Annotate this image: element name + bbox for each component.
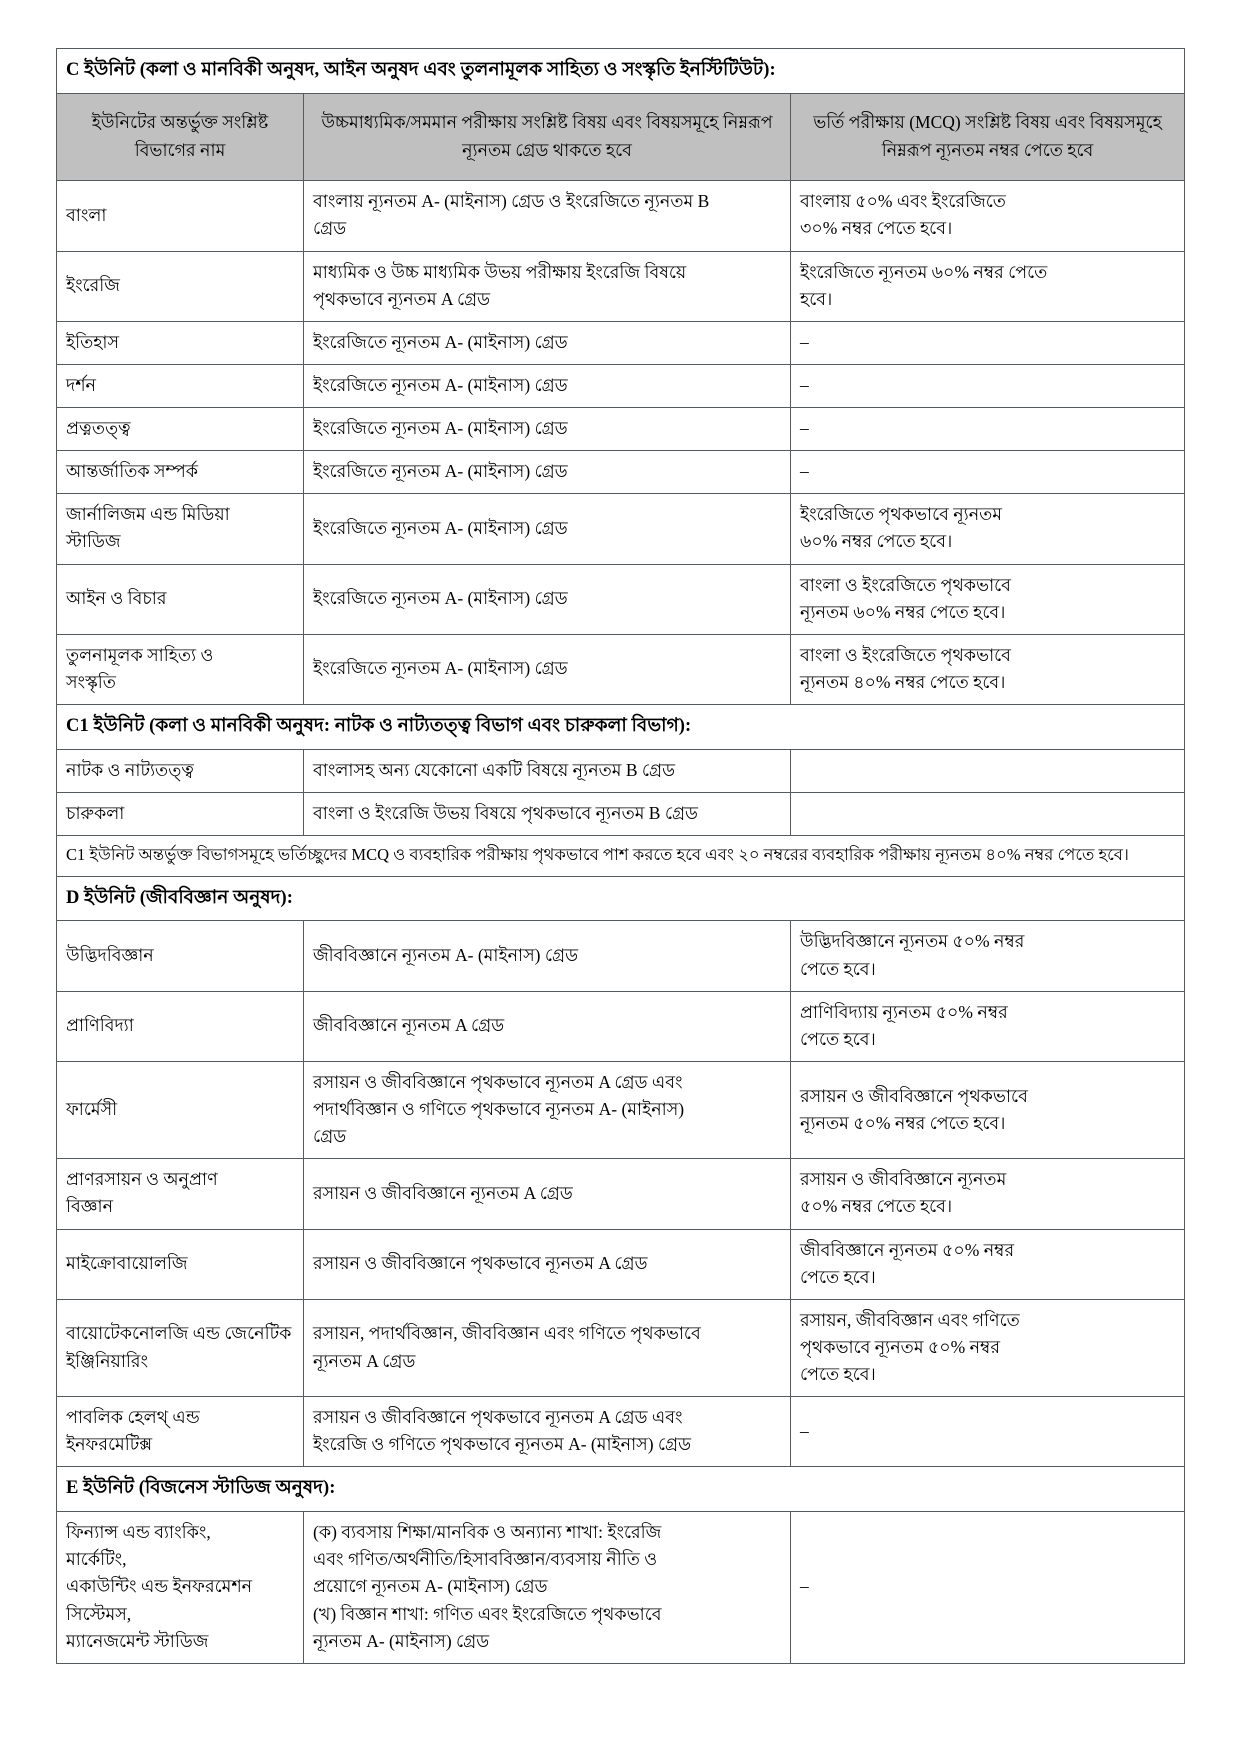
table-row [57,494,1185,564]
mcq-requirement-line2: হবে। [800,288,833,309]
department-name-line1: জার্নালিজম এন্ড মিডিয়া [66,504,230,525]
hsc-requirement [304,1512,791,1664]
department-name: উদ্ভিদবিজ্ঞান [57,921,304,991]
mcq-requirement-line1: উদ্ভিদবিজ্ঞানে ন্যূনতম ৫০% নম্বর [800,931,1025,952]
department-name-line2: ইঞ্জিনিয়ারিং [66,1350,149,1371]
hsc-requirement: জীববিজ্ঞানে ন্যূনতম A- (মাইনাস) গ্রেড [304,921,791,991]
unit-c-banner-label: C ইউনিট (কলা ও মানবিকী অনুষদ, আইন অনুষদ এবং তুলনামূলক সাহিত্য ও সংস্কৃতি ইনস্টিটিউট): [57,49,1185,94]
mcq-requirement [791,181,1185,251]
unit-c1-note [57,836,1185,877]
column-header-mcq-requirement [791,93,1185,181]
hsc-requirement: ইংরেজিতে ন্যূনতম A- (মাইনাস) গ্রেড [304,364,791,407]
mcq-requirement-line3: পেতে হবে। [800,1364,876,1385]
column-header-hsc-requirement-line1: উচ্চমাধ্যমিক/সমমান পরীক্ষায় সংশ্লিষ্ট বিষয় এবং [321,111,642,132]
unit-c1-banner-row [57,705,1185,750]
hsc-requirement [304,181,791,251]
column-header-mcq-requirement-line1: ভর্তি পরীক্ষায় (MCQ) সংশ্লিষ্ট [813,111,1012,132]
department-name [57,634,304,704]
mcq-requirement [791,1061,1185,1158]
mcq-requirement [791,634,1185,704]
unit-e-banner-row [57,1467,1185,1512]
hsc-requirement-line1: বাংলায় ন্যূনতম A- (মাইনাস) গ্রেড ও ইংরেজিতে ন্যূনতম B [313,191,710,212]
column-header-mcq-requirement-line2: বিষয় এবং বিষয়সমূহে নিম্নরূপ [881,111,1162,161]
table-row [57,749,1185,792]
department-name-line2: বিজ্ঞান [66,1196,114,1217]
mcq-requirement [791,792,1185,835]
department-name [57,494,304,564]
department-name-line1: ফিন্যান্স এন্ড ব্যাংকিং, [66,1522,211,1543]
mcq-requirement [791,749,1185,792]
hsc-requirement-line2: ন্যূনতম A গ্রেড [313,1350,416,1371]
table-row [57,1299,1185,1396]
table-row [57,364,1185,407]
table-row [57,634,1185,704]
mcq-requirement [791,1299,1185,1396]
department-name: ফার্মেসী [57,1061,304,1158]
table-row [57,792,1185,835]
table-row [57,251,1185,321]
column-header-mcq-requirement-line3: ন্যূনতম নম্বর পেতে হবে [935,140,1094,161]
hsc-requirement [304,251,791,321]
hsc-requirement [304,1061,791,1158]
hsc-requirement-line2: গ্রেড [313,218,347,239]
table-row [57,321,1185,364]
table-header-row [57,93,1185,181]
hsc-requirement: ইংরেজিতে ন্যূনতম A- (মাইনাস) গ্রেড [304,494,791,564]
mcq-requirement: – [791,451,1185,494]
admission-requirements-table [56,48,1185,1664]
department-name [57,1512,304,1664]
hsc-requirement: ইংরেজিতে ন্যূনতম A- (মাইনাস) গ্রেড [304,564,791,634]
mcq-requirement-line2: ৬০% নম্বর পেতে হবে। [800,531,953,552]
department-name-line2: স্টাডিজ [66,531,121,552]
mcq-requirement [791,494,1185,564]
department-name-line1: বায়োটেকনোলজি এন্ড জেনেটিক [66,1323,292,1344]
hsc-requirement-line1: (ক) ব্যবসায় শিক্ষা/মানবিক ও অন্যান্য শাখা: ইংরেজি [313,1522,662,1543]
department-name: আন্তর্জাতিক সম্পর্ক [57,451,304,494]
department-name: ইতিহাস [57,321,304,364]
mcq-requirement [791,991,1185,1061]
department-name-line5: ম্যানেজমেন্ট স্টাডিজ [66,1630,209,1651]
table-row [57,408,1185,451]
table-row [57,1229,1185,1299]
department-name: বাংলা [57,181,304,251]
hsc-requirement-line1: রসায়ন ও জীববিজ্ঞানে পৃথকভাবে ন্যূনতম A গ্রেড এবং [313,1407,683,1428]
hsc-requirement-line5: ন্যূনতম A- (মাইনাস) গ্রেড [313,1630,490,1651]
department-name-line2: সংস্কৃতি [66,671,116,692]
mcq-requirement-line1: রসায়ন ও জীববিজ্ঞানে পৃথকভাবে [800,1085,1028,1106]
column-header-department-line2: সংশ্লিষ্ট বিভাগের নাম [134,111,269,161]
department-name-line1: প্রাণরসায়ন ও অনুপ্রাণ [66,1169,218,1190]
mcq-requirement [791,251,1185,321]
unit-c-banner-row [57,49,1185,94]
hsc-requirement [304,1299,791,1396]
hsc-requirement: বাংলা ও ইংরেজি উভয় বিষয়ে পৃথকভাবে ন্যূনতম B গ্রেড [304,792,791,835]
mcq-requirement-line1: ইংরেজিতে পৃথকভাবে ন্যূনতম [800,504,1003,525]
department-name-line1: পাবলিক হেলথ্ এন্ড [66,1407,200,1428]
department-name: নাটক ও নাট্যতত্ত্ব [57,749,304,792]
hsc-requirement: রসায়ন ও জীববিজ্ঞানে ন্যূনতম A গ্রেড [304,1159,791,1229]
hsc-requirement: ইংরেজিতে ন্যূনতম A- (মাইনাস) গ্রেড [304,451,791,494]
mcq-requirement: – [791,321,1185,364]
hsc-requirement-line4: (খ) বিজ্ঞান শাখা: গণিত এবং ইংরেজিতে পৃথকভাবে [313,1603,662,1624]
mcq-requirement-line1: প্রাণিবিদ্যায় ন্যূনতম ৫০% নম্বর [800,1001,1008,1022]
mcq-requirement: – [791,408,1185,451]
mcq-requirement-line1: জীববিজ্ঞানে ন্যূনতম ৫০% নম্বর [800,1239,1015,1260]
mcq-requirement [791,921,1185,991]
department-name: মাইক্রোবায়োলজি [57,1229,304,1299]
table-row [57,564,1185,634]
hsc-requirement-line2: ইংরেজি ও গণিতে পৃথকভাবে ন্যূনতম A- (মাইনাস) গ্রেড [313,1434,692,1455]
hsc-requirement-line2: এবং গণিত/অর্থনীতি/হিসাববিজ্ঞান/ব্যবসায় নীতি ও [313,1549,658,1570]
table-row [57,1061,1185,1158]
department-name-line1: তুলনামূলক সাহিত্য ও [66,644,214,665]
table-row [57,181,1185,251]
mcq-requirement: – [791,1512,1185,1664]
mcq-requirement-line1: বাংলায় ৫০% এবং ইংরেজিতে [800,191,1006,212]
department-name: প্রাণিবিদ্যা [57,991,304,1061]
mcq-requirement-line2: পেতে হবে। [800,1028,876,1049]
hsc-requirement-line3: গ্রেড [313,1126,347,1147]
hsc-requirement-line3: প্রয়োগে ন্যূনতম A- (মাইনাস) গ্রেড [313,1576,548,1597]
hsc-requirement: রসায়ন ও জীববিজ্ঞানে পৃথকভাবে ন্যূনতম A গ্রেড [304,1229,791,1299]
mcq-requirement: – [791,364,1185,407]
hsc-requirement-line2: পৃথকভাবে ন্যূনতম A গ্রেড [313,288,491,309]
mcq-requirement-line2: ৩০% নম্বর পেতে হবে। [800,218,953,239]
unit-d-banner-label: D ইউনিট (জীববিজ্ঞান অনুষদ): [57,876,1185,921]
mcq-requirement-line1: রসায়ন ও জীববিজ্ঞানে ন্যূনতম [800,1169,1007,1190]
hsc-requirement: ইংরেজিতে ন্যূনতম A- (মাইনাস) গ্রেড [304,634,791,704]
column-header-department [57,93,304,181]
mcq-requirement-line2: পেতে হবে। [800,958,876,979]
mcq-requirement [791,1229,1185,1299]
mcq-requirement-line1: ইংরেজিতে ন্যূনতম ৬০% নম্বর পেতে [800,261,1048,282]
table-row [57,1397,1185,1467]
unit-c1-note-row [57,836,1185,877]
hsc-requirement [304,1397,791,1467]
unit-e-banner-label: E ইউনিট (বিজনেস স্টাডিজ অনুষদ): [57,1467,1185,1512]
department-name-line4: সিস্টেমস, [66,1603,132,1624]
department-name: চারুকলা [57,792,304,835]
table-row [57,1159,1185,1229]
unit-c1-note-line2: নম্বর পেতে হবে। [1024,845,1129,865]
table-row [57,991,1185,1061]
table-row [57,921,1185,991]
department-name-line2: মার্কেটিং, [66,1549,127,1570]
department-name-line2: ইনফরমেটিক্স [66,1434,153,1455]
department-name [57,1299,304,1396]
mcq-requirement-line1: বাংলা ও ইংরেজিতে পৃথকভাবে [800,644,1011,665]
hsc-requirement: ইংরেজিতে ন্যূনতম A- (মাইনাস) গ্রেড [304,321,791,364]
hsc-requirement: জীববিজ্ঞানে ন্যূনতম A গ্রেড [304,991,791,1061]
department-name [57,1397,304,1467]
mcq-requirement-line2: ন্যূনতম ৬০% নম্বর পেতে হবে। [800,601,1006,622]
table-row [57,451,1185,494]
hsc-requirement-line2: পদার্থবিজ্ঞান ও গণিতে পৃথকভাবে ন্যূনতম A- (মাইনাস) [313,1099,685,1120]
mcq-requirement-line2: পেতে হবে। [800,1266,876,1287]
unit-c1-banner-label: C1 ইউনিট (কলা ও মানবিকী অনুষদ: নাটক ও নাট্যতত্ত্ব বিভাগ এবং চারুকলা বিভাগ): [57,705,1185,750]
hsc-requirement: বাংলাসহ অন্য যেকোনো একটি বিষয়ে ন্যূনতম B গ্রেড [304,749,791,792]
mcq-requirement-line2: ন্যূনতম ৪০% নম্বর পেতে হবে। [800,671,1006,692]
column-header-department-line1: ইউনিটের অন্তর্ভুক্ত [91,111,218,132]
mcq-requirement-line1: বাংলা ও ইংরেজিতে পৃথকভাবে [800,574,1011,595]
mcq-requirement-line1: রসায়ন, জীববিজ্ঞান এবং গণিতে [800,1309,1020,1330]
unit-c1-note-line1: C1 ইউনিট অন্তর্ভুক্ত বিভাগসমূহে ভর্তিচ্ছুদের MCQ ও ব্যবহারিক পরীক্ষায় পৃথকভাবে পাশ করতে হবে এবং ২০ নম্বরের ব্যবহারিক পরীক্ষায় ন্যূনতম ৪০% [66,845,1021,865]
department-name: প্রত্নতত্ত্ব [57,408,304,451]
column-header-hsc-requirement [304,93,791,181]
mcq-requirement-line2: পৃথকভাবে ন্যূনতম ৫০% নম্বর [800,1336,1000,1357]
mcq-requirement-line2: ৫০% নম্বর পেতে হবে। [800,1196,953,1217]
hsc-requirement-line1: রসায়ন, পদার্থবিজ্ঞান, জীববিজ্ঞান এবং গণিতে পৃথকভাবে [313,1323,701,1344]
mcq-requirement-line2: ন্যূনতম ৫০% নম্বর পেতে হবে। [800,1112,1006,1133]
unit-d-banner-row [57,876,1185,921]
department-name: ইংরেজি [57,251,304,321]
mcq-requirement [791,564,1185,634]
mcq-requirement: – [791,1397,1185,1467]
column-header-hsc-requirement-line2: বিষয়সমূহে নিম্নরূপ ন্যূনতম গ্রেড থাকতে হবে [462,111,773,161]
department-name [57,1159,304,1229]
mcq-requirement [791,1159,1185,1229]
hsc-requirement-line1: মাধ্যমিক ও উচ্চ মাধ্যমিক উভয় পরীক্ষায় ইংরেজি বিষয়ে [313,261,687,282]
hsc-requirement-line1: রসায়ন ও জীববিজ্ঞানে পৃথকভাবে ন্যূনতম A গ্রেড এবং [313,1071,683,1092]
hsc-requirement: ইংরেজিতে ন্যূনতম A- (মাইনাস) গ্রেড [304,408,791,451]
table-row [57,1512,1185,1664]
department-name: দর্শন [57,364,304,407]
department-name: আইন ও বিচার [57,564,304,634]
department-name-line3: একাউন্টিং এন্ড ইনফরমেশন [66,1576,253,1597]
